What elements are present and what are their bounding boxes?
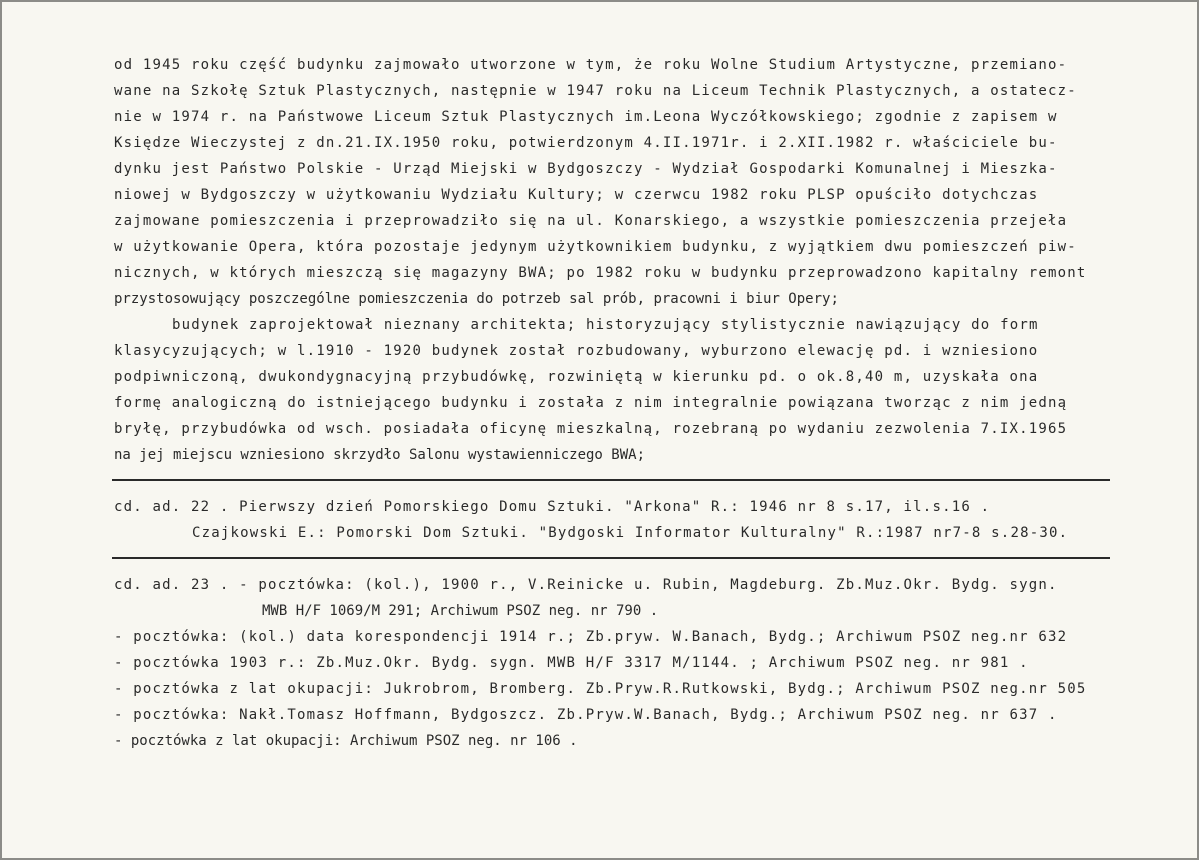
text-line: w użytkowanie Opera, która pozostaje jedynym użytkownikiem budynku, z wyjątkiem dwu pomieszczeń piw-	[114, 239, 1077, 255]
text-line: formę analogiczną do istniejącego budynku i została z nim integralnie powiązana tworząc z nim jedną	[114, 395, 1068, 411]
text-line: klasycyzujących; w l.1910 - 1920 budynek został rozbudowany, wyburzono elewację pd. i wzniesiono	[114, 343, 1039, 359]
text-line: od 1945 roku część budynku zajmowało utworzone w tym, że roku Wolne Studium Artystyczne, przemiano-	[114, 57, 1068, 73]
text-line: - pocztówka: Nakł.Tomasz Hoffmann, Bydgoszcz. Zb.Pryw.W.Banach, Bydg.; Archiwum PSOZ neg. nr 637 .	[114, 707, 1058, 723]
text-line: wane na Szkołę Sztuk Plastycznych, następnie w 1947 roku na Liceum Technik Plastycznych, a ostatecz-	[114, 83, 1077, 99]
text-line: budynek zaprojektował nieznany architekta; historyzujący stylistycznie nawiązujący do form	[172, 317, 1039, 333]
text-line: MWB H/F 1069/M 291; Archiwum PSOZ neg. nr 790 .	[262, 603, 659, 619]
text-line: cd. ad. 23 . - pocztówka: (kol.), 1900 r., V.Reinicke u. Rubin, Magdeburg. Zb.Muz.Okr. Bydg. sygn.	[114, 577, 1058, 593]
text-line: - pocztówka z lat okupacji: Archiwum PSOZ neg. nr 106 .	[114, 733, 578, 749]
text-line: nie w 1974 r. na Państwowe Liceum Sztuk Plastycznych im.Leona Wyczółkowskiego; zgodnie z zapisem w	[114, 109, 1058, 125]
text-line: przystosowujący poszczególne pomieszczenia do potrzeb sal prób, pracowni i biur Opery;	[114, 291, 839, 307]
section-divider	[112, 557, 1110, 559]
text-line: - pocztówka 1903 r.: Zb.Muz.Okr. Bydg. sygn. MWB H/F 3317 M/1144. ; Archiwum PSOZ neg. nr 981 .	[114, 655, 1029, 671]
text-line: zajmowane pomieszczenia i przeprowadziło się na ul. Konarskiego, a wszystkie pomieszczenia przejeła	[114, 213, 1068, 229]
text-line: dynku jest Państwo Polskie - Urząd Miejski w Bydgoszczy - Wydział Gospodarki Komunalnej i Mieszka-	[114, 161, 1058, 177]
text-line: nicznych, w których mieszczą się magazyny BWA; po 1982 roku w budynku przeprowadzono kapitalny remont	[114, 265, 1087, 281]
text-line: podpiwniczoną, dwukondygnacyjną przybudówkę, rozwiniętą w kierunku pd. o ok.8,40 m, uzyskała ona	[114, 369, 1039, 385]
text-line: - pocztówka: (kol.) data korespondencji 1914 r.; Zb.pryw. W.Banach, Bydg.; Archiwum PSOZ neg.nr 632	[114, 629, 1068, 645]
text-line: cd. ad. 22 . Pierwszy dzień Pomorskiego Domu Sztuki. "Arkona" R.: 1946 nr 8 s.17, il.s.16 .	[114, 499, 991, 515]
text-line: na jej miejscu wzniesiono skrzydło Salonu wystawienniczego BWA;	[114, 447, 646, 463]
text-line: niowej w Bydgoszczy w użytkowaniu Wydziału Kultury; w czerwcu 1982 roku PLSP opuściło dotychczas	[114, 187, 1039, 203]
text-line: Czajkowski E.: Pomorski Dom Sztuki. "Bydgoski Informator Kulturalny" R.:1987 nr7-8 s.28-30.	[192, 525, 1069, 541]
text-line: - pocztówka z lat okupacji: Jukrobrom, Bromberg. Zb.Pryw.R.Rutkowski, Bydg.; Archiwum PSOZ neg.nr 505	[114, 681, 1087, 697]
text-line: bryłę, przybudówka od wsch. posiadała oficynę mieszkalną, rozebraną po wydaniu zezwolenia 7.IX.1965	[114, 421, 1068, 437]
section-divider	[112, 479, 1110, 481]
text-line: Księdze Wieczystej z dn.21.IX.1950 roku, potwierdzonym 4.II.1971r. i 2.XII.1982 r. właściciele bu-	[114, 135, 1058, 151]
